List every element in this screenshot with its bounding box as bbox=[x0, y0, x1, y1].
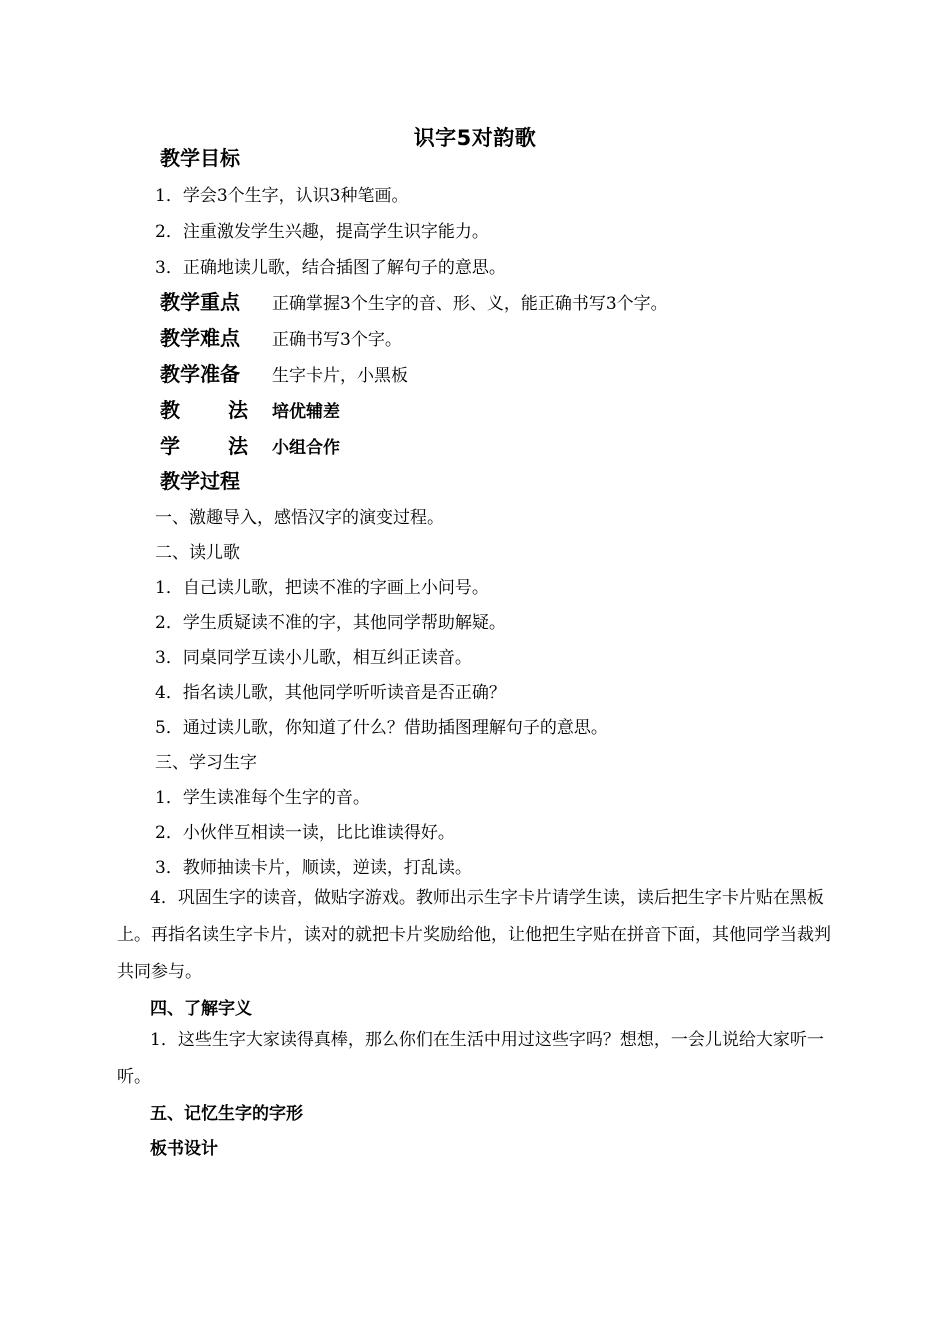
goals-heading: 教学目标 bbox=[160, 146, 240, 170]
process-heading: 教学过程 bbox=[160, 469, 240, 493]
board-design-heading: 板书设计 bbox=[150, 1139, 218, 1159]
goal-item: 3．正确地读儿歌，结合插图了解句子的意思。 bbox=[155, 258, 506, 278]
preparation-value: 生字卡片，小黑板 bbox=[272, 366, 408, 386]
section-3-item: 2．小伙伴互相读一读，比比谁读得好。 bbox=[155, 823, 455, 843]
section-2: 二、读儿歌 bbox=[155, 543, 240, 563]
section-2-item: 2．学生质疑读不准的字，其他同学帮助解疑。 bbox=[155, 613, 506, 633]
goal-item: 2．注重激发学生兴趣，提高学生识字能力。 bbox=[155, 222, 489, 242]
goal-item: 1．学会3个生字，认识3种笔画。 bbox=[155, 186, 409, 206]
preparation-row bbox=[160, 362, 408, 388]
key-point-row bbox=[160, 290, 668, 316]
section-2-item: 1．自己读儿歌，把读不准的字画上小问号。 bbox=[155, 578, 489, 598]
preparation-label: 教学准备 bbox=[160, 362, 240, 386]
section-5: 五、记忆生字的字形 bbox=[150, 1104, 303, 1124]
learning-method-row bbox=[160, 434, 340, 460]
document-title: 识字5对韵歌 bbox=[413, 126, 537, 150]
section-3-paragraph: 4．巩固生字的读音，做贴字游戏。教师出示生字卡片请学生读，读后把生字卡片贴在黑板上。再指名读生字卡片，读对的就把卡片奖励给他，让他把生字贴在拼音下面，其他同学当裁判共同参与。 bbox=[117, 888, 831, 982]
section-3-item: 3．教师抽读卡片，顺读，逆读，打乱读。 bbox=[155, 858, 472, 878]
teaching-method-label: 教 法 bbox=[160, 398, 248, 422]
section-1: 一、激趣导入，感悟汉字的演变过程。 bbox=[155, 508, 444, 528]
teaching-method-value: 培优辅差 bbox=[272, 402, 340, 422]
section-2-item: 5．通过读儿歌，你知道了什么？借助插图理解句子的意思。 bbox=[155, 718, 608, 738]
section-3: 三、学习生字 bbox=[155, 753, 257, 773]
section-4: 四、了解字义 bbox=[150, 999, 252, 1019]
difficulty-row bbox=[160, 326, 402, 352]
learning-method-label: 学 法 bbox=[160, 434, 248, 458]
section-3-item: 1．学生读准每个生字的音。 bbox=[155, 788, 370, 808]
section-2-item: 3．同桌同学互读小儿歌，相互纠正读音。 bbox=[155, 648, 472, 668]
difficulty-label: 教学难点 bbox=[160, 326, 240, 350]
teaching-method-row bbox=[160, 398, 340, 424]
difficulty-value: 正确书写3个字。 bbox=[272, 330, 402, 350]
section-4-paragraph: 1．这些生字大家读得真棒，那么你们在生活中用过这些字吗？想想，一会儿说给大家听一听。 bbox=[117, 1030, 824, 1087]
section-2-item: 4．指名读儿歌，其他同学听听读音是否正确？ bbox=[155, 683, 506, 703]
key-point-value: 正确掌握3个生字的音、形、义，能正确书写3个字。 bbox=[272, 294, 668, 314]
key-point-label: 教学重点 bbox=[160, 290, 240, 314]
learning-method-value: 小组合作 bbox=[272, 438, 340, 458]
